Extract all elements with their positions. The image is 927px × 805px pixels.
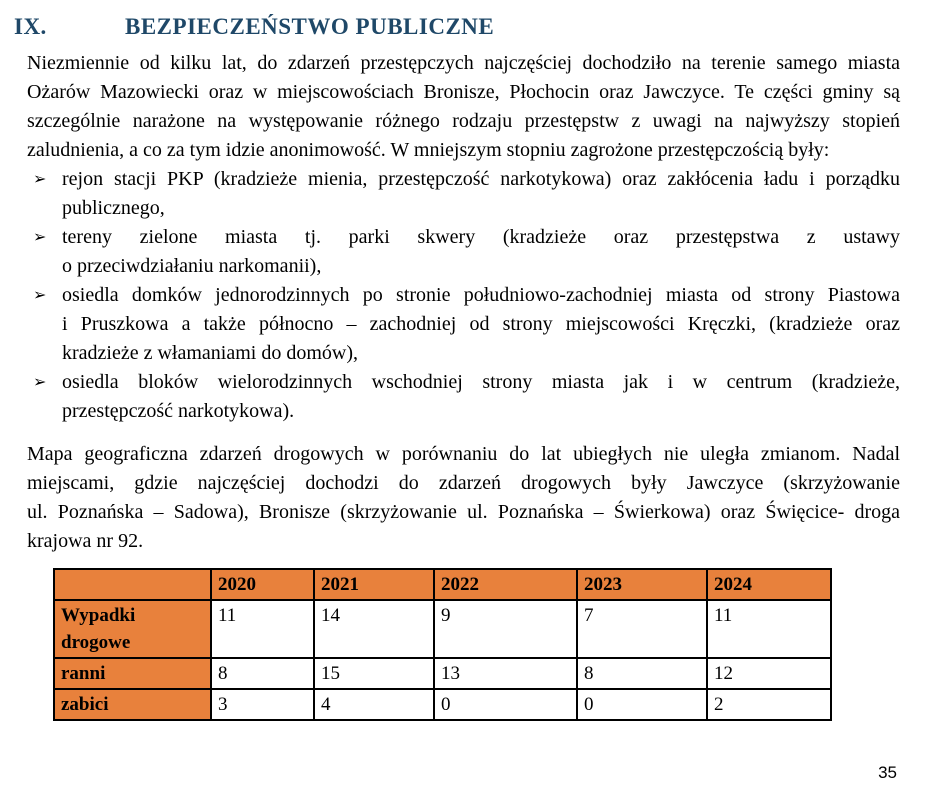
section-numeral: IX. <box>14 14 47 39</box>
paragraph-line: Ożarów Mazowiecki oraz w miejscowościach Bronisze, Płochocin oraz Jawczyce. Te części gminy są <box>27 81 900 103</box>
table-header-cell-year: 2024 <box>707 569 831 600</box>
table-cell: 11 <box>211 600 314 658</box>
bullet-arrow-icon: ➢ <box>33 374 47 391</box>
paragraph-line: Niezmiennie od kilku lat, do zdarzeń przestępczych najczęściej dochodziło na terenie samego miasta <box>27 52 900 74</box>
table-header-cell-year: 2020 <box>211 569 314 600</box>
bullet-arrow-icon: ➢ <box>33 287 47 304</box>
bullet-line: i Pruszkowa a także północno – zachodniej od strony miejscowości Kręczki, (kradzieże oraz <box>62 313 900 335</box>
road-accidents-table <box>53 568 832 721</box>
table-cell: 4 <box>314 689 434 720</box>
table-cell: 7 <box>577 600 707 658</box>
bullet-item-apartment-blocks <box>27 368 900 426</box>
table-cell: 2 <box>707 689 831 720</box>
table-cell: 12 <box>707 658 831 689</box>
table-row-label: zabici <box>54 689 211 720</box>
section-title: BEZPIECZEŃSTWO PUBLICZNE <box>125 14 495 39</box>
bullet-arrow-icon: ➢ <box>33 229 47 246</box>
table-cell: 15 <box>314 658 434 689</box>
paragraph-line: ul. Poznańska – Sadowa), Bronisze (skrzyżowanie ul. Poznańska – Świerkowa) oraz Święcice- droga <box>27 501 900 523</box>
bullet-arrow-icon: ➢ <box>33 171 47 188</box>
table-header-row <box>54 569 831 600</box>
table-cell: 11 <box>707 600 831 658</box>
bullet-line: rejon stacji PKP (kradzieże mienia, przestępczość narkotykowa) oraz zakłócenia ładu i porządku <box>62 168 900 190</box>
paragraph-line: Mapa geograficzna zdarzeń drogowych w porównaniu do lat ubiegłych nie uległa zmianom. Nadal <box>27 443 900 465</box>
table-cell: 8 <box>211 658 314 689</box>
table-row-label: ranni <box>54 658 211 689</box>
bullet-line: przestępczość narkotykowa). <box>62 400 295 422</box>
table-cell: 3 <box>211 689 314 720</box>
paragraph-line: zaludnienia, a co za tym idzie anonimowość. W mniejszym stopniu zagrożone przestępczością były: <box>27 139 830 161</box>
bullet-line: osiedla domków jednorodzinnych po stronie południowo-zachodniej miasta od strony Piastowa <box>62 284 900 306</box>
bullet-line: tereny zielone miasta tj. parki skwery (kradzieże oraz przestępstwa z ustawy <box>62 226 900 248</box>
table-cell: 13 <box>434 658 577 689</box>
table-header-cell-year: 2023 <box>577 569 707 600</box>
table-cell: 8 <box>577 658 707 689</box>
paragraph-line: szczególnie narażone na występowanie różnego rodzaju przestępstw z uwagi na najwyższy stopień <box>27 110 900 132</box>
bullet-line: kradzieże z włamaniami do domów), <box>62 342 358 364</box>
bullet-line: publicznego, <box>62 197 165 219</box>
paragraph-line: miejscami, gdzie najczęściej dochodzi do zdarzeń drogowych były Jawczyce (skrzyżowanie <box>27 472 900 494</box>
table-row-label: Wypadki drogowe <box>54 600 211 658</box>
paragraph-road-incidents <box>27 440 900 556</box>
bullet-line: o przeciwdziałaniu narkomanii), <box>62 255 322 277</box>
bullet-list <box>27 165 900 426</box>
bullet-item-green-areas <box>27 223 900 281</box>
table-header-cell-empty <box>54 569 211 600</box>
page-number: 35 <box>878 763 897 782</box>
bullet-item-pkp-station <box>27 165 900 223</box>
table-cell: 0 <box>434 689 577 720</box>
table-cell: 9 <box>434 600 577 658</box>
table-cell: 0 <box>577 689 707 720</box>
table-header-cell-year: 2021 <box>314 569 434 600</box>
table-row <box>54 600 831 658</box>
table-header-cell-year: 2022 <box>434 569 577 600</box>
paragraph-crime-areas <box>27 49 900 165</box>
bullet-line: osiedla bloków wielorodzinnych wschodniej strony miasta jak i w centrum (kradzieże, <box>62 371 900 393</box>
table-cell: 14 <box>314 600 434 658</box>
table-row <box>54 658 831 689</box>
bullet-item-single-family-housing <box>27 281 900 368</box>
paragraph-line: krajowa nr 92. <box>27 530 144 552</box>
table-row <box>54 689 831 720</box>
section-heading <box>0 0 927 40</box>
